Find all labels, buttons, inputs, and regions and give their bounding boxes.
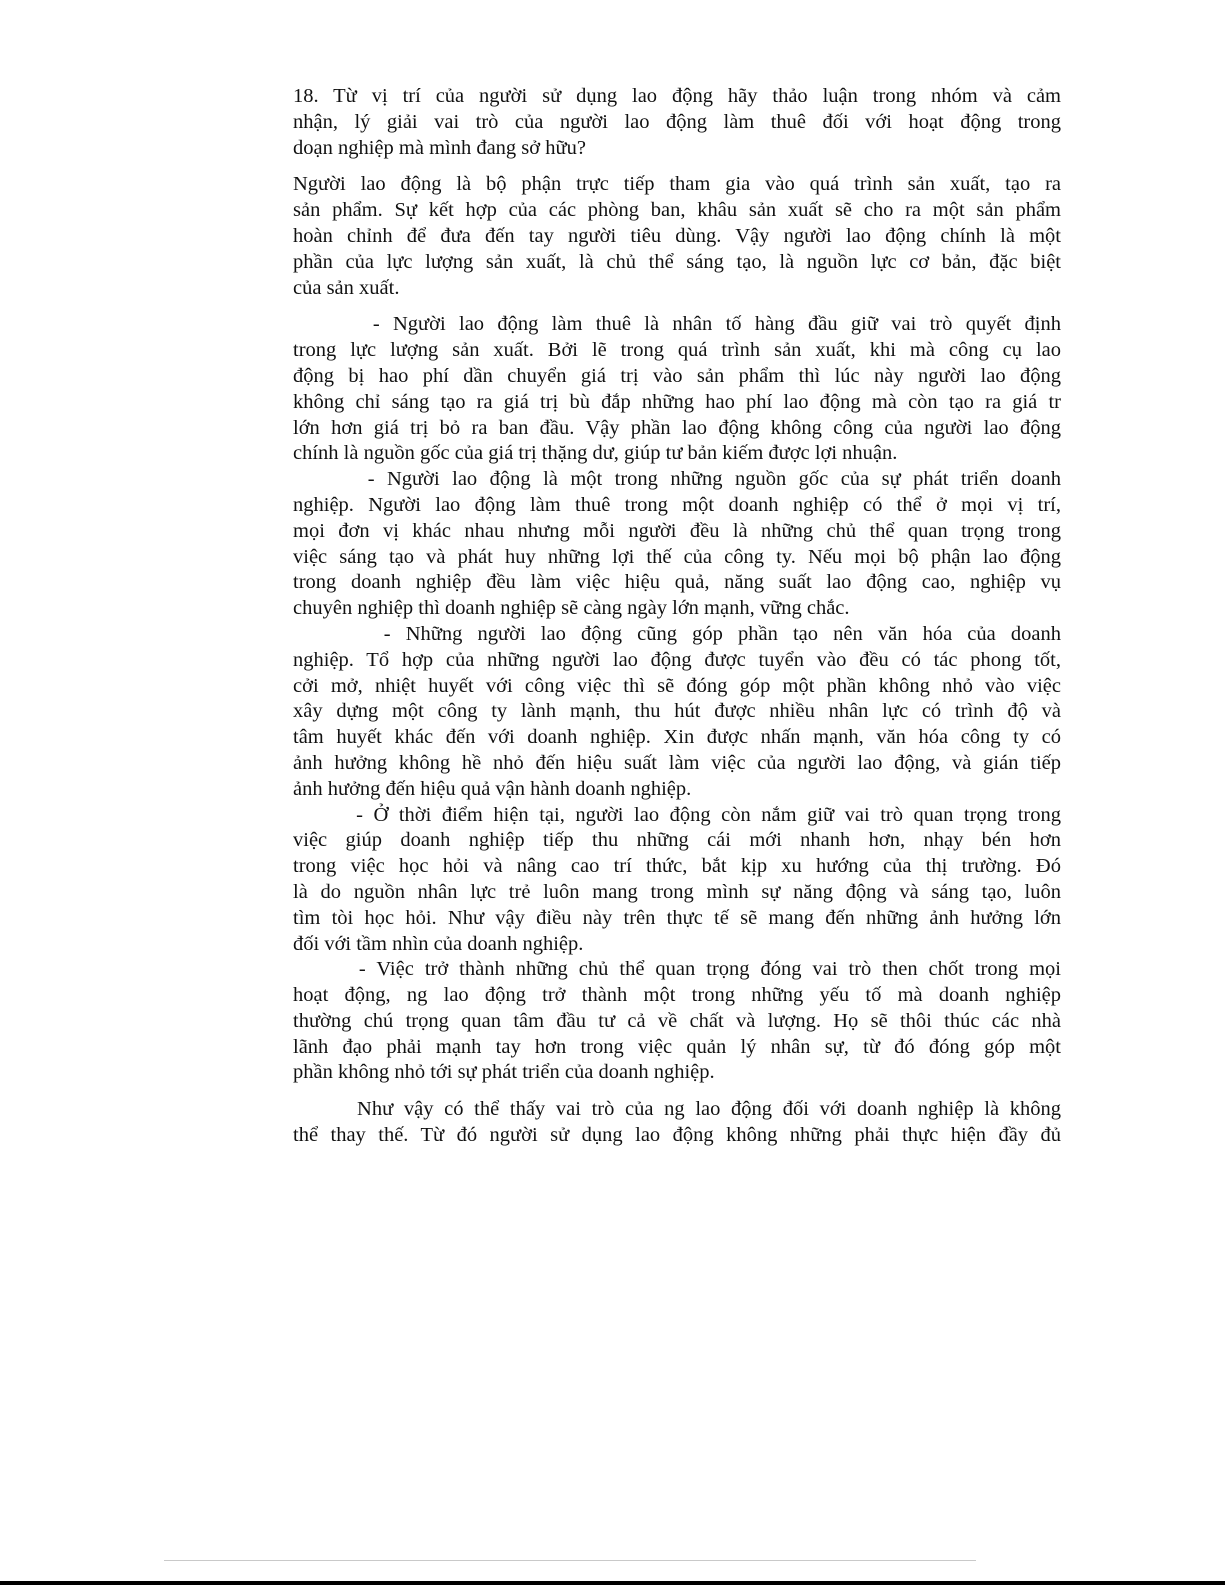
text-line: trong lực lượng sản xuất. Bởi lẽ trong quá trình sản xuất, khi mà công cụ lao <box>293 339 1061 362</box>
text-line: xây dựng một công ty lành mạnh, thu hút được nhiều nhân lực có trình độ và <box>293 700 1061 723</box>
text-line: ảnh hưởng không hề nhỏ đến hiệu suất làm việc của người lao động, và gián tiếp <box>293 751 1061 774</box>
text-line: trong doanh nghiệp đều làm việc hiệu quả, năng suất lao động cao, nghiệp vụ <box>293 571 1061 594</box>
text-line: là do nguồn nhân lực trẻ luôn mang trong mình sự năng động và sáng tạo, luôn <box>293 880 1061 903</box>
text-line: thể thay thế. Từ đó người sử dụng lao động không những phải thực hiện đầy đủ <box>293 1124 1061 1147</box>
question-paragraph <box>293 84 1061 161</box>
text-line: không chỉ sáng tạo ra giá trị bù đắp những hao phí lao động mà còn tạo ra giá tr <box>293 390 1061 413</box>
page-bottom-border <box>0 1581 1225 1585</box>
paragraph-gap <box>293 161 1061 172</box>
text-line: nhận, lý giải vai trò của người lao động làm thuê đối với hoạt động trong <box>293 110 1061 133</box>
text-line: - Ở thời điểm hiện tại, người lao động còn nắm giữ vai trò quan trọng trong <box>293 803 1061 826</box>
conclusion-paragraph <box>293 1097 1061 1149</box>
text-line: - Người lao động là một trong những nguồn gốc của sự phát triển doanh <box>293 468 1061 491</box>
text-line: mọi đơn vị khác nhau nhưng mỗi người đều là những chủ thể quan trọng trong <box>293 519 1061 542</box>
text-line: chính là nguồn gốc của giá trị thặng dư, giúp tư bản kiếm được lợi nhuận. <box>293 442 898 465</box>
text-line: doạn nghiệp mà mình đang sở hữu? <box>293 136 586 159</box>
text-line: - Người lao động làm thuê là nhân tố hàng đầu giữ vai trò quyết định <box>293 313 1061 336</box>
text-line: - Những người lao động cũng góp phần tạo nên văn hóa của doanh <box>293 622 1061 645</box>
text-line: của sản xuất. <box>293 276 400 299</box>
text-line: lãnh đạo phải mạnh tay hơn trong việc quản lý nhân sự, từ đó đóng góp một <box>293 1035 1061 1058</box>
page-divider-line <box>164 1560 976 1561</box>
text-line: cởi mở, nhiệt huyết với công việc thì sẽ đóng góp một phần không nhỏ vào việc <box>293 674 1061 697</box>
text-line: tâm huyết khác đến với doanh nghiệp. Xin được nhấn mạnh, văn hóa công ty có <box>293 726 1061 749</box>
text-line: nghiệp. Tổ hợp của những người lao động được tuyển vào đều có tác phong tốt, <box>293 648 1061 671</box>
text-line: - Việc trở thành những chủ thể quan trọng đóng vai trò then chốt trong mọi <box>293 958 1061 981</box>
text-line: tìm tòi học hỏi. Như vậy điều này trên thực tế sẽ mang đến những ảnh hưởng lớn <box>293 906 1061 929</box>
bullet-points-section <box>293 312 1061 1086</box>
text-line: động bị hao phí dần chuyển giá trị vào sản phẩm thì lúc này người lao động <box>293 364 1061 387</box>
text-line: Như vậy có thể thấy vai trò của ng lao động đối với doanh nghiệp là không <box>293 1098 1061 1121</box>
paragraph-gap <box>293 1086 1061 1097</box>
text-line: lớn hơn giá trị bỏ ra ban đầu. Vậy phần lao động không công của người lao động <box>293 416 1061 439</box>
text-line: phần của lực lượng sản xuất, là chủ thể sáng tạo, là nguồn lực cơ bản, đặc biệt <box>293 250 1061 273</box>
text-line: chuyên nghiệp thì doanh nghiệp sẽ càng ngày lớn mạnh, vững chắc. <box>293 597 850 620</box>
text-line: nghiệp. Người lao động làm thuê trong một doanh nghiệp có thể ở mọi vị trí, <box>293 493 1061 516</box>
text-line: Người lao động là bộ phận trực tiếp tham gia vào quá trình sản xuất, tạo ra <box>293 173 1061 196</box>
text-line: việc giúp doanh nghiệp tiếp thu những cái mới nhanh hơn, nhạy bén hơn <box>293 829 1061 852</box>
text-line: hoạt động, ng lao động trở thành một trong những yếu tố mà doanh nghiệp <box>293 984 1061 1007</box>
text-line: đối với tầm nhìn của doanh nghiệp. <box>293 932 584 955</box>
text-line: hoàn chỉnh để đưa đến tay người tiêu dùng. Vậy người lao động chính là một <box>293 224 1061 247</box>
document-page <box>293 84 1061 1149</box>
text-line: phần không nhỏ tới sự phát triển của doanh nghiệp. <box>293 1061 715 1084</box>
text-line: trong việc học hỏi và nâng cao trí thức, bắt kịp xu hướng của thị trường. Đó <box>293 855 1061 878</box>
text-line: sản phẩm. Sự kết hợp của các phòng ban, khâu sản xuất sẽ cho ra một sản phẩm <box>293 199 1061 222</box>
text-line: 18. Từ vị trí của người sử dụng lao động hãy thảo luận trong nhóm và cảm <box>293 85 1061 107</box>
paragraph-gap <box>293 301 1061 312</box>
text-line: thường chú trọng quan tâm đầu tư cả về chất và lượng. Họ sẽ thôi thúc các nhà <box>293 1009 1061 1032</box>
text-line: việc sáng tạo và phát huy những lợi thế của công ty. Nếu mọi bộ phận lao động <box>293 545 1061 568</box>
text-line: ảnh hưởng đến hiệu quả vận hành doanh nghiệp. <box>293 777 692 800</box>
intro-paragraph <box>293 172 1061 301</box>
